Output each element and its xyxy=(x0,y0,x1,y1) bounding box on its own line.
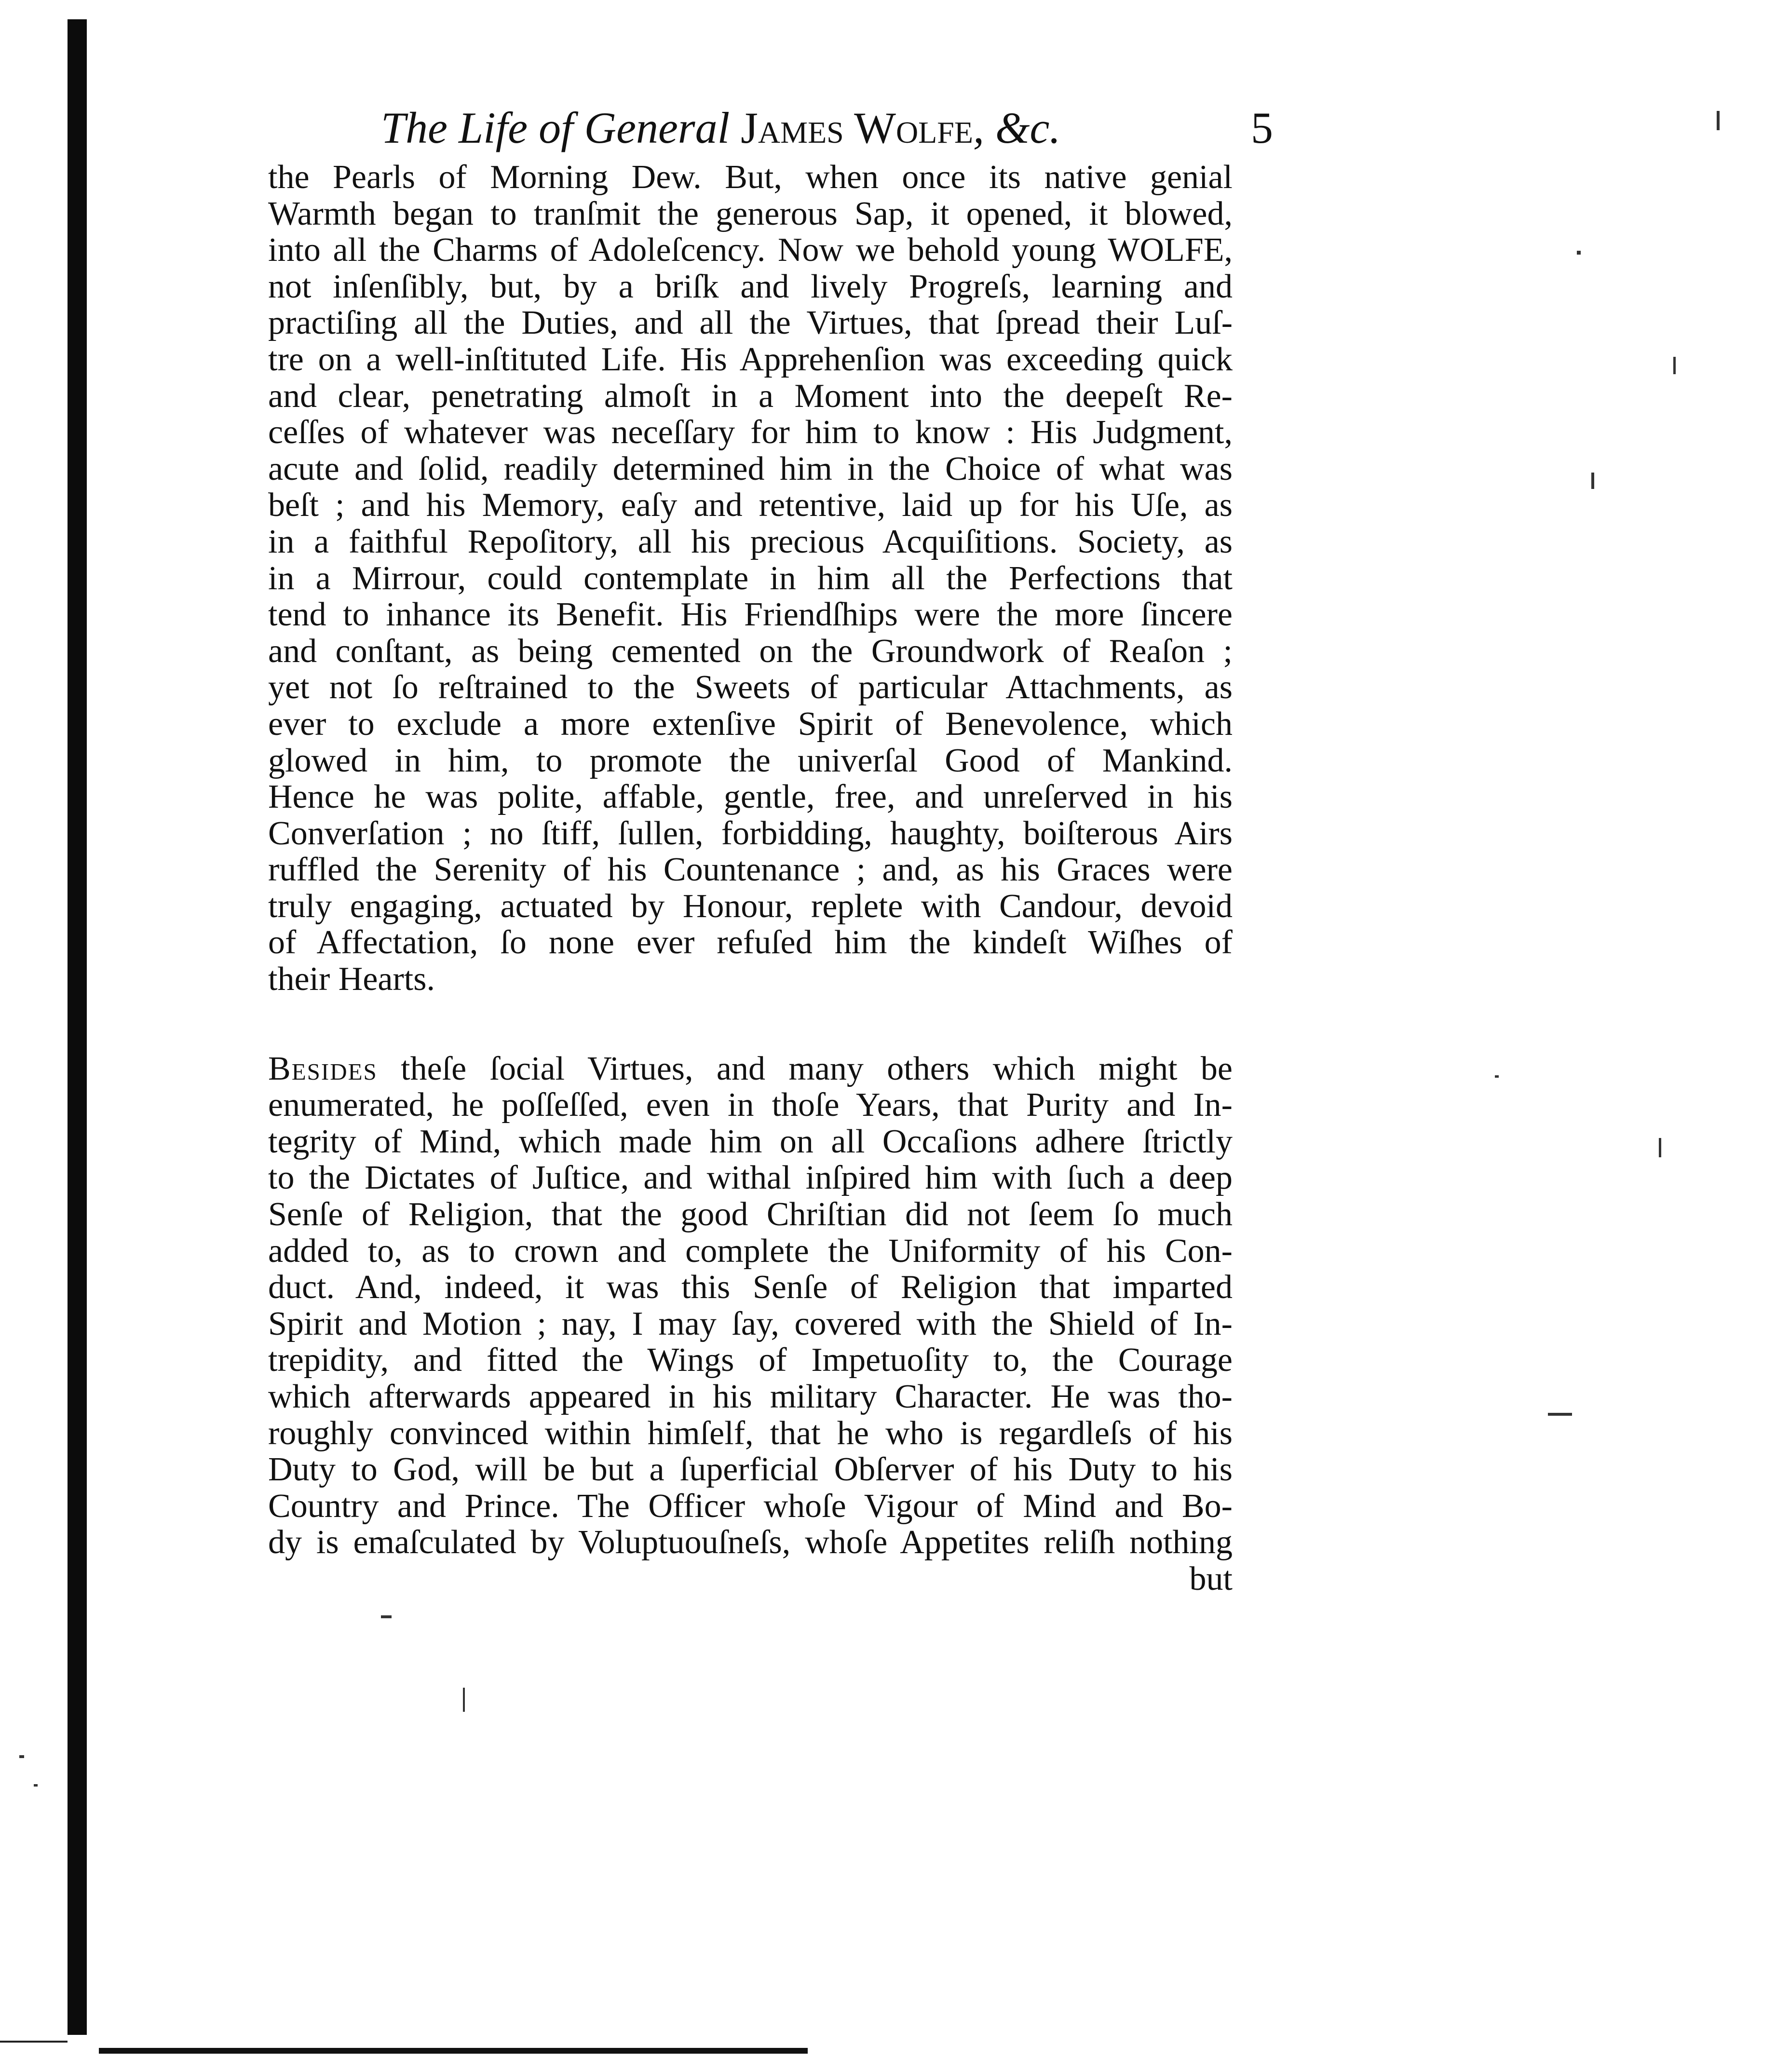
text-line: trepidity, and fitted the Wings of Impetuoſity to, the Courage xyxy=(268,1341,1233,1379)
text-line: Duty to God, will be but a ſuperficial Obſerver of his Duty to his xyxy=(268,1451,1233,1489)
text-line: to the Dictates of Juſtice, and withal inſpired him with ſuch a deep xyxy=(268,1159,1233,1197)
text-line: tend to inhance its Benefit. His Friendſhips were the more ſincere xyxy=(268,596,1233,634)
text-line: ever to exclude a more extenſive Spirit of Benevolence, which xyxy=(268,705,1233,743)
paragraph-2 xyxy=(268,1051,1233,1598)
text-line: duct. And, indeed, it was this Senſe of Religion that imparted xyxy=(268,1269,1233,1306)
running-header xyxy=(381,99,1273,157)
page-number: 5 xyxy=(1251,103,1273,152)
running-title-italic: The Life of General xyxy=(381,103,741,152)
text-line: not inſenſibly, but, by a briſk and lively Progreſs, learning and xyxy=(268,268,1233,305)
text-line: and clear, penetrating almoſt in a Moment into the deepeſt Re- xyxy=(268,377,1233,415)
text-line: ruffled the Serenity of his Countenance ; and, as his Graces were xyxy=(268,851,1233,889)
text-line: dy is emaſculated by Voluptuouſneſs, whoſe Appetites reliſh nothing xyxy=(268,1524,1233,1561)
text-line: yet not ſo reſtrained to the Sweets of particular Attachments, as xyxy=(268,669,1233,706)
text-line: Hence he was polite, affable, gentle, free, and unreſerved in his xyxy=(268,778,1233,816)
text-line: and conſtant, as being cemented on the Groundwork of Reaſon ; xyxy=(268,632,1233,670)
scan-speck xyxy=(34,1784,38,1787)
text-line: the Pearls of Morning Dew. But, when once its native genial xyxy=(268,159,1233,196)
running-title xyxy=(381,99,1060,157)
body-text xyxy=(268,159,1233,1598)
text-line: in a Mirrour, could contemplate in him all the Perfections that xyxy=(268,559,1233,597)
text-line: enumerated, he poſſeſſed, even in thoſe Years, that Purity and In- xyxy=(268,1086,1233,1124)
text-line: which afterwards appeared in his military Character. He was tho- xyxy=(268,1378,1233,1415)
bottom-rule xyxy=(99,2048,808,2054)
text-line: practiſing all the Duties, and all the Virtues, that ſpread their Luſ- xyxy=(268,304,1233,342)
paragraph-gap xyxy=(268,998,1233,1051)
scan-speck xyxy=(463,1688,465,1712)
scan-speck xyxy=(19,1755,24,1758)
lead-word: Besides xyxy=(268,1050,378,1087)
text-line: Senſe of Religion, that the good Chriſtian did not ſeem ſo much xyxy=(268,1196,1233,1233)
text-line: tegrity of Mind, which made him on all Occaſions adhere ſtrictly xyxy=(268,1123,1233,1160)
running-title-suffix: , &c. xyxy=(973,103,1061,152)
scan-speck xyxy=(1548,1413,1572,1416)
bottom-edge-mark xyxy=(0,2041,68,2043)
text-line xyxy=(268,1051,1233,1087)
catchword: but xyxy=(1189,1560,1233,1598)
scan-speck xyxy=(381,1615,392,1618)
scan-speck xyxy=(1591,473,1594,489)
scan-speck xyxy=(1673,357,1676,374)
text-line: glowed in him, to promote the univerſal Good of Mankind. xyxy=(268,742,1233,779)
text-line: their Hearts. xyxy=(268,961,435,998)
text-line: Country and Prince. The Officer whoſe Vigour of Mind and Bo- xyxy=(268,1487,1233,1525)
text-line: truly engaging, actuated by Honour, replete with Candour, devoid xyxy=(268,887,1233,925)
text-line: acute and ſolid, readily determined him in the Choice of what was xyxy=(268,450,1233,488)
text-line: into all the Charms of Adoleſcency. Now we behold young WOLFE, xyxy=(268,231,1233,269)
text-line: Warmth began to tranſmit the generous Sap, it opened, it blowed, xyxy=(268,195,1233,232)
paragraph-1 xyxy=(268,159,1233,998)
text-line: tre on a well-inſtituted Life. His Apprehenſion was exceeding quick xyxy=(268,340,1233,378)
scan-speck xyxy=(1577,251,1581,255)
text-line: of Affectation, ſo none ever refuſed him the kindeſt Wiſhes of xyxy=(268,924,1233,962)
running-title-name: James Wolfe xyxy=(741,103,973,152)
text-line: Converſation ; no ſtiff, ſullen, forbidding, haughty, boiſterous Airs xyxy=(268,814,1233,852)
text-line: Spirit and Motion ; nay, I may ſay, covered with the Shield of In- xyxy=(268,1305,1233,1342)
first-line-rest: theſe ſocial Virtues, and many others which might be xyxy=(377,1050,1233,1087)
scan-speck xyxy=(1717,111,1720,130)
text-line: added to, as to crown and complete the Uniformity of his Con- xyxy=(268,1232,1233,1270)
text-line: in a faithful Repoſitory, all his precious Acquiſitions. Society, as xyxy=(268,523,1233,560)
text-line: roughly convinced within himſelf, that he who is regardleſs of his xyxy=(268,1414,1233,1452)
text-line: beſt ; and his Memory, eaſy and retentive, laid up for his Uſe, as xyxy=(268,487,1233,524)
binding-shadow xyxy=(68,19,87,2035)
scan-speck xyxy=(1495,1075,1499,1078)
text-line: ceſſes of whatever was neceſſary for him to know : His Judgment, xyxy=(268,414,1233,451)
scan-speck xyxy=(1659,1138,1661,1157)
